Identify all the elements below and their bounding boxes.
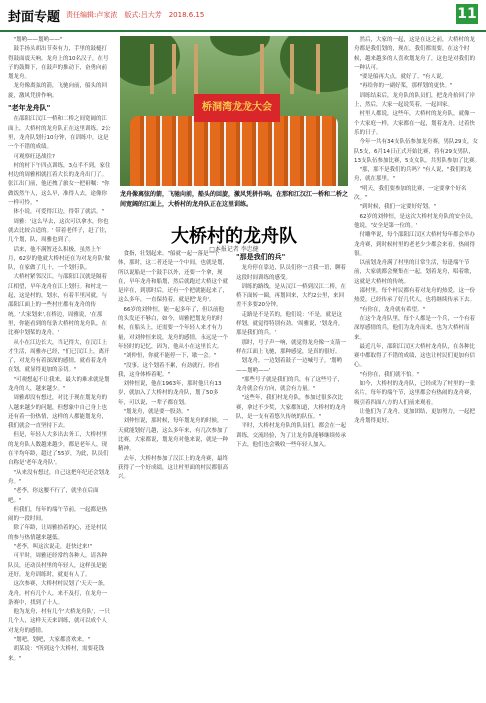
article-title: 大桥村的龙舟队 <box>171 226 297 247</box>
paragraph: 周雅却没有想过，对比于现在划龙舟的人越来越少的问题，但想象中自己身上也还有着一份热情，这样的人都能划龙舟，我们就会一直坚持下去。 <box>8 395 108 430</box>
paragraph: 走路是不是苦的，他们说：'不是，就是这样划，就觉得特别有劲。'周雅说，'划龙舟，那是我们的兵。' <box>236 311 344 337</box>
paragraph: 村的村下午四点训练，3点半不到，家住村边的周雅相就扛着大长的龙舟出门了。张江出门前，他还拽了旅女一把祖嘱："你做饭然午人，这么早，准得人去，途像你一样可怜。" <box>8 162 111 207</box>
paragraph: 鼓手扬头胡出节奏有力，手里的鼓槌打得鼓面震天响。龙舟上的10名汉子，在号子的鼓舞下，在鼓声的推动下，奋勇向前划龙舟。 <box>8 46 109 81</box>
paragraph: 体小说，可爱得江边，得带了就活。" <box>13 209 105 216</box>
paragraph: 让他们为了龙舟，更加团结，更加努力，一起把龙舟划得更好。 <box>354 408 476 425</box>
paragraph: "有你在，龙舟就有希望。" <box>359 306 426 313</box>
paragraph: 胡某说："所到这个大桥村，需要花钱来。" <box>8 646 105 662</box>
paragraph: 邵村里，每个村民都有着对龙舟的热爱，这一份热爱，已经传承了好几代人，也将继续传承下去。 <box>354 288 476 304</box>
paragraph: 平时，大桥村龙舟队的队员们，都会在一起训练，交流经验，为了让龙舟队能够继续传承下去，他们也会吸收一些年轻人加入。 <box>236 423 346 448</box>
page-header <box>0 0 486 32</box>
subheading: "老年龙舟队" <box>8 104 51 113</box>
paragraph: 在邵阳江汉江一桥和二桥之间宽阔的江面上，大桥村的龙舟队正在这里训练。2公里，龙舟队划行10分钟，在训练中，这是一个不错的成绩。 <box>8 116 111 151</box>
paragraph: 以前划龙舟满了村里的日常生活，每逢端午节前，大家就都会聚集在一起，划着龙舟，唱着歌，这就是大桥村的传统。 <box>354 260 476 285</box>
paragraph: "划龙舟，就是要一股劲。" <box>123 409 190 416</box>
dragon-boat-team-photo <box>120 36 348 186</box>
paragraph: "划哟——划哟——" <box>13 37 63 43</box>
editor-info: 责任编辑:卢家浓 版式:吕大芳 2018.6.15 <box>66 11 205 19</box>
paragraph: "划吧，划吧，大家都喜欢来。" <box>13 637 91 643</box>
column-1 <box>8 36 112 698</box>
paragraph: 食指，壮划起来。"船就一起一落是一个体，那时，这二者还是一个中间，也就是划，所以说船是一个鼓手以外，还要一个拿，现在，早年龙舟和船划，然后就跑过大桥这个就是岸在，到那时后，还有一个把就能起来了，这么多年，一直保持着，就是把'龙舟'。 <box>118 251 228 304</box>
paragraph: "这些年，我们村龙舟队，参加过很多次比赛，拿过不少奖，大家都知道，大桥村的龙舟队，是一支有着悠久传统的队伍。" <box>236 395 346 421</box>
paragraph: 这次参赛，大桥村村民划了'天天一条，龙舟，村有几个人，来不及打，在龙舟一条赛中，找到了十人。 <box>8 581 109 606</box>
column-2 <box>118 250 228 700</box>
paragraph: 话来，他不满暂还么积极，虽然上午月，62岁的他就大桥村还在为对龙舟队'做队，在家做了几十，一个划行队。 <box>8 246 111 272</box>
paragraph: "没事，这个划着不累，有劲就行，你看我，这身体棒着呢。" <box>118 362 220 378</box>
article-byline-visible: □本报记者 李忠健 <box>209 246 259 253</box>
paragraph: 训练的路线，是从汉江一桥到汉江二桥，在桥下面转一圈，再划回来，大约2公里，来回差不多要20分钟。 <box>236 283 346 309</box>
paragraph: 最近几年，邵阳江汉区大桥村龙舟队，在各种比赛中都取得了不错的成绩，这也让村民们更加有信心。 <box>354 343 476 369</box>
paragraph: "再给你的一副好桨，那样划的更快。" <box>359 83 453 90</box>
paragraph: 除了年龄，让周雅拾着的心，还是村民的参与热情越来越低。 <box>8 525 108 541</box>
paragraph: 去年，大桥村参加了汉江上的龙舟赛，最终获得了一个好成绩，这让村里面的村民都很高兴。 <box>118 455 228 481</box>
team-banner: 桥洞湾龙龙大会 <box>194 94 280 122</box>
paragraph: 62岁的刘仲恒，是这次大桥村龙舟队的安全员，他说，'安全是第一位的。' <box>354 213 477 229</box>
paragraph: 可观察旺迅战往? <box>13 153 55 160</box>
photo-caption: 龙舟像离弦的箭，飞驰向前，船头的回旋，激风凭拼作响。在那和江汉江一桥和二桥之间宽阔的江面上，大桥村的龙舟队正在这里训练。 <box>120 191 349 208</box>
paragraph: 龙舟停在靠边，队员们你一言我一语，聊着这段时间训练的感受。 <box>236 265 346 281</box>
paragraph: 周雅：'这么早去，这次可以拿水，你也就去比较合适的。' 带着老伴子，赶了往，几个划，队，周雅也到了。 <box>8 218 111 244</box>
paragraph: 那时，号子声一响，就觉得龙舟像一支箭一样在江面上飞驰，那种感觉，是真的很好。 <box>236 339 346 355</box>
paragraph: 大桥村紧邻汉江，与邵阳江汉就是隔着江相望，早年龙舟在江上划行。和村北一起，这是村的，划水，有着半里河就，与邵阳江面上的一些村庄都有龙舟的传统。'大家划来',在桥边，周雅说，'在那里，你能看到的每条大桥村的龙舟队，在比赛中划桨的龙舟。' <box>8 274 108 337</box>
paragraph: 在这个龙舟队里，每个人都是一个兵，一个有着深厚感情的兵，他们为龙舟而来，也为大桥村而来。 <box>354 315 476 341</box>
page-number: 11 <box>457 6 477 22</box>
paragraph: 然后，大家的一起，这是在这之前，大桥村的龙舟都是我们划的，现在，我们都需要，在这个时候，越来越多的人喜欢划龙舟了，这也是对我们的一种认可。 <box>354 37 476 71</box>
paragraph: 刘仲恒说，他在1963年，那时他只有13岁，就加入了大桥村的龙舟队，划了50多年，可以说，一辈子都在划。 <box>118 381 222 406</box>
paragraph: 龙舟像离弦的箭，飞驰向前，船头的回旋，激风凭拼作响。 <box>8 83 108 99</box>
paragraph: "明天，我们要参加的比赛，一定要拿个好名次。" <box>354 185 467 202</box>
team-members <box>130 116 338 186</box>
paragraph: 但是，年轻人大多出去务工，大桥村里的龙舟队人数越来越少，都是老年人，现在平均年龄，超过了55岁，为此，队员们自称是'老年龙舟队'。 <box>8 432 109 467</box>
paragraph: 刘仲恒说，那时候，每年划龙舟的时候，一天就能划好几趟，这么多年来，有几次参加了比赛，大家都说，划龙舟对他来说，就是一种精神。 <box>118 418 228 453</box>
paragraph: "可观想起不让我来，最大的难求就是划龙舟的人，越来越少。" <box>8 376 110 392</box>
paragraph: "从来没有想过，自己这把年纪还会划龙舟。" <box>8 469 110 485</box>
paragraph: "到时候，我们一定要好好划。" <box>359 204 437 211</box>
paragraph: 划龙舟，一边划着鼓子一边喊号子，'划哟——划哟——' <box>236 358 343 374</box>
paragraph: 如今，大桥村的龙舟队，已经成为了村里的一张名片，每年的端午节，这里都会有热闹的龙舟赛，吸引着四面八方的人们前来观看。 <box>354 380 476 406</box>
paragraph: "老李，叫这次说走，赶快过来!" <box>13 544 93 551</box>
section-title: 封面专题 <box>8 10 61 25</box>
paragraph: "那，那不是我们的兵吗？"有人说，"我们的龙舟，就在那里。" <box>354 167 472 183</box>
paragraph: 训练结束后，龙舟队的队员们，把龙舟抬回了岸上，然后，大家一起说笑着，一起回家。 <box>354 92 476 109</box>
paragraph: "刘仲恒，你就不能停一下，歇一会。" <box>123 353 217 360</box>
paragraph: 可平时，周雅还经常约各种人，请各种队员，还动员村里的年轻人，这样虽是能还好，龙舟训练时，就更有人了。 <box>8 553 108 578</box>
paragraph: 但我们，每年的端午节前，一起都是热闹的一段时间。 <box>8 506 108 523</box>
paragraph: 他为龙舟，村有几个'大桥龙舟队'，一只几个人，这样天天来训练，就可以成个人对龙舟的感情。 <box>8 609 111 634</box>
paragraph: "有你在，我们就不怕。" <box>359 371 420 378</box>
column-3 <box>236 250 346 700</box>
paragraph: 从小在江边长大，当记得大，在汉江上才生活，周雅亦已经，"们已汉江上，离开了，对龙舟有着深深的感情，就看着龙舟在划，就显得更加的亲切。" <box>8 339 110 374</box>
subheading: "那是我们的兵" <box>236 253 286 261</box>
paragraph: "老李，你这腰不行了，就坐在后面吧。" <box>8 488 99 504</box>
column-4 <box>354 36 480 698</box>
paragraph: "那些号子就是我们的兵，有了这些号子，龙舟就会有方向，就会有力量。" <box>236 376 344 393</box>
paragraph: "要是船再大点，就好了。"有人说。 <box>359 74 448 81</box>
paragraph: 付雕华说，每个邵阳江汉区大桥村每年都会举办龙舟赛，到时候村里的老老少少都会来看，热闹得很。 <box>354 232 476 257</box>
paragraph: 66岁的刘仲恒，能一起多年了，但以前他的头发还不够白，如今，周雅把划龙舟的时候，在船头上，还需要一个年轻人来才有力量，对刘仲恒来说，龙舟的感情，永远是一个年轻时的记忆，因为，他从小在这里长大。 <box>118 306 228 350</box>
paragraph: 村里人都说，这些年，大桥村的龙舟队，就像一个大家庭一样，大家都在一起，划着龙舟，过着快乐的日子。 <box>354 111 476 136</box>
paragraph: 今年一共有34支队伍参加龙舟赛，男队29支，女队5支，6月14日正式开始比赛，将有29支男队，13支队伍参加比赛，5支女队，共男队参加了比赛。 <box>354 139 480 164</box>
